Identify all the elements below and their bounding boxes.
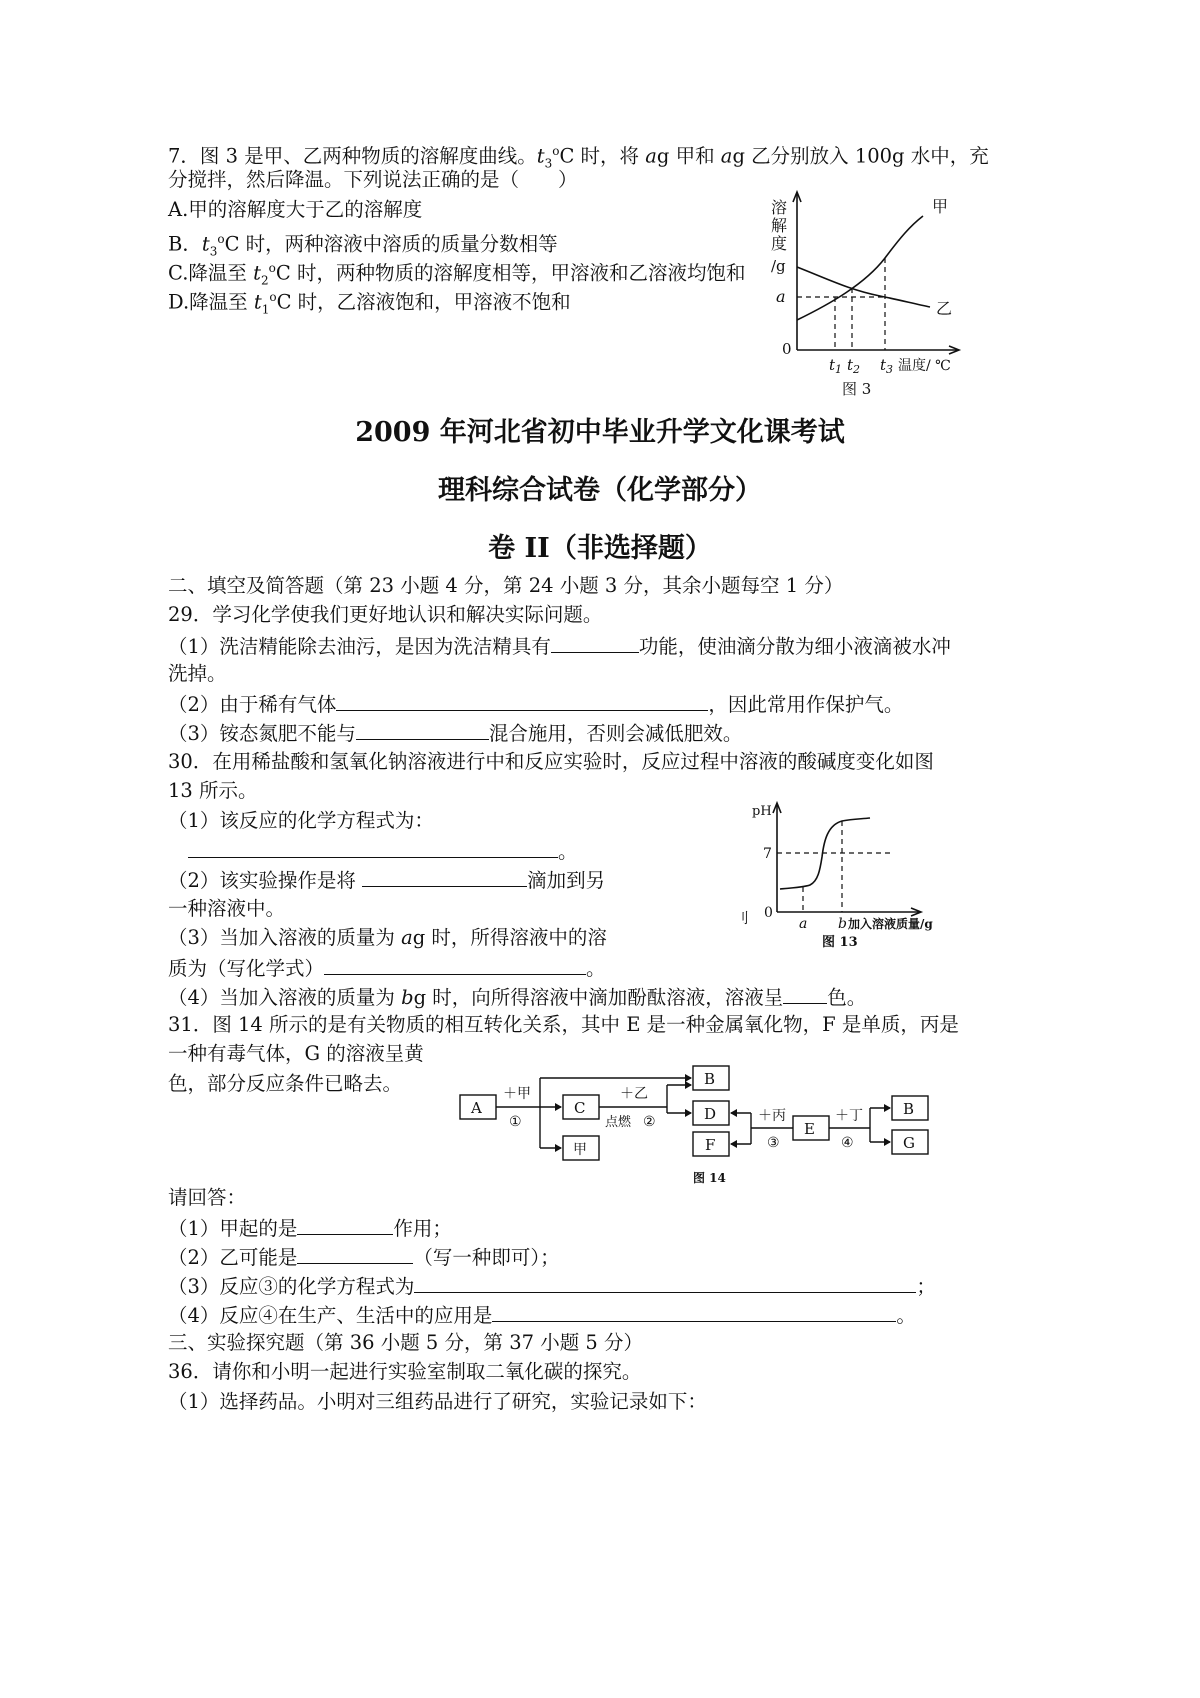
q29-part-2: （2）由于稀有气体 ，因此常用作保护气。: [168, 690, 903, 718]
reaction-3-number: ③: [767, 1135, 780, 1151]
reaction-3-label: ＋丙: [758, 1108, 786, 1124]
y-tick-7: 7: [763, 846, 772, 862]
y-label-char-3: 度: [771, 234, 788, 253]
q30-part-2: （2）该实验操作是将 滴加到另: [168, 866, 605, 894]
reaction-4-number: ④: [841, 1135, 854, 1151]
y-axis-label: pH: [752, 804, 772, 819]
q31-part-1: （1）甲起的是 作用；: [168, 1214, 452, 1242]
q31-part-2: （2）乙可能是 （写一种即可）；: [168, 1243, 560, 1271]
reaction-4-label: ＋丁: [835, 1108, 863, 1124]
figure-13-ph-chart: [730, 795, 960, 955]
answer-blank[interactable]: [414, 1272, 916, 1293]
q30-part-3-cont: 质为（写化学式） 。: [168, 954, 606, 982]
q29-part-1-cont: 洗掉。: [168, 662, 227, 685]
y-label-char-1: 溶: [771, 198, 788, 217]
box-jia-label: 甲: [573, 1142, 587, 1158]
q31-stem-line1: 31．图 14 所示的是有关物质的相互转化关系，其中 E 是一种金属氧化物，F 是单质，丙是: [168, 1013, 959, 1036]
q31-ask: 请回答：: [168, 1186, 247, 1209]
figure-13-caption: 图 13: [822, 935, 858, 950]
reaction-2-number: ②: [643, 1114, 656, 1130]
q30-part-4: （4）当加入溶液的质量为 bg 时，向所得溶液中滴加酚酞溶液，溶液呈 色。: [168, 983, 866, 1011]
q30-part-1-answer: 。: [188, 837, 578, 865]
q36-part-1: （1）选择药品。小明对三组药品进行了研究，实验记录如下：: [168, 1390, 707, 1413]
y-label-unit: /g: [771, 257, 786, 275]
exam-title: 2009 年河北省初中毕业升学文化课考试: [355, 417, 845, 448]
figure-3-caption: 图 3: [842, 380, 872, 398]
reaction-1-label: ＋甲: [503, 1086, 531, 1102]
box-f-label: F: [705, 1136, 716, 1154]
box-b-top-label: B: [704, 1070, 716, 1088]
answer-blank[interactable]: [324, 954, 586, 975]
q31-part-4: （4）反应④在生产、生活中的应用是 。: [168, 1301, 916, 1329]
q30-part-1: （1）该反应的化学方程式为：: [168, 809, 434, 832]
answer-blank[interactable]: [551, 632, 639, 653]
q29-part-3: （3）铵态氮肥不能与 混合施用，否则会减低肥效。: [168, 719, 742, 747]
q7-option-d: D.降温至 $t_1^oC$ 时，乙溶液饱和，甲溶液不饱和: [168, 290, 571, 317]
curve-jia: [797, 216, 923, 320]
q29-stem: 29．学习化学使我们更好地认识和解决实际问题。: [168, 603, 603, 626]
q29-part-1: （1）洗洁精能除去油污，是因为洗洁精具有 功能，使油滴分散为细小液滴被水冲: [168, 632, 951, 660]
answer-blank[interactable]: [297, 1214, 393, 1235]
answer-blank[interactable]: [297, 1243, 413, 1264]
y-tick-a: a: [776, 287, 786, 306]
reaction-2-label: ＋乙: [620, 1086, 648, 1102]
answer-blank[interactable]: [356, 719, 489, 740]
x-tick-t1: $t_1$: [829, 356, 843, 376]
box-c-label: C: [574, 1099, 586, 1117]
x-tick-t2: $t_2$: [847, 356, 861, 376]
curve-yi: [797, 267, 930, 307]
q31-stem-line3: 色，部分反应条件已略去。: [168, 1072, 403, 1095]
box-d-label: D: [704, 1105, 717, 1123]
q7-stem-line1: 7．图 3 是甲、乙两种物质的溶解度曲线。$t_3^oC$ 时，将 ag 甲和 ag 乙分别放入 100g 水中，充: [168, 144, 989, 171]
q30-stem-line2: 13 所示。: [168, 779, 258, 802]
paper-title: 理科综合试卷（化学部分）: [438, 475, 762, 506]
x-tick-t3: $t_3$: [880, 356, 894, 376]
box-a-label: A: [471, 1099, 482, 1117]
figure-14-conversion-diagram: [455, 1060, 955, 1190]
stray-mark: 刂: [735, 911, 749, 927]
section-title: 卷 II（非选择题）: [488, 533, 712, 564]
reaction-1-number: ①: [509, 1114, 522, 1130]
x-tick-b: b: [838, 916, 847, 932]
answer-blank[interactable]: [492, 1301, 896, 1322]
answer-blank[interactable]: [783, 983, 827, 1004]
section-3-heading: 三、实验探究题（第 36 小题 5 分，第 37 小题 5 分）: [168, 1331, 644, 1354]
box-b-right-label: B: [903, 1100, 915, 1118]
x-axis-label: 加入溶液质量/g: [848, 917, 933, 931]
x-axis-label: 温度/ ℃: [898, 358, 951, 374]
q7-option-c: C.降温至 $t_2^oC$ 时，两种物质的溶解度相等，甲溶液和乙溶液均饱和: [168, 261, 746, 288]
q7-stem-line2: 分搅拌，然后降温。下列说法正确的是（ ）: [168, 168, 578, 191]
origin-label: 0: [764, 905, 773, 921]
answer-blank[interactable]: [362, 866, 527, 887]
q36-stem: 36．请你和小明一起进行实验室制取二氧化碳的探究。: [168, 1360, 642, 1383]
figure-3-solubility-chart: [760, 180, 990, 410]
origin-label: 0: [782, 340, 792, 358]
series-label-yi: 乙: [936, 299, 953, 318]
answer-blank[interactable]: [188, 837, 558, 858]
q30-part-2-cont: 一种溶液中。: [168, 897, 286, 920]
q7-option-a: A.甲的溶解度大于乙的溶解度: [168, 198, 423, 221]
q30-stem-line1: 30．在用稀盐酸和氢氧化钠溶液进行中和反应实验时，反应过程中溶液的酸碱度变化如图: [168, 750, 934, 773]
answer-blank[interactable]: [336, 690, 708, 711]
q7-option-b: B．$t_3^oC$ 时，两种溶液中溶质的质量分数相等: [168, 232, 558, 259]
y-label-char-2: 解: [771, 216, 788, 235]
figure-14-caption: 图 14: [693, 1171, 726, 1185]
series-label-jia: 甲: [932, 197, 949, 216]
q31-stem-line2: 一种有毒气体，G 的溶液呈黄: [168, 1042, 424, 1065]
box-e-label: E: [804, 1120, 815, 1138]
q31-part-3: （3）反应③的化学方程式为 ；: [168, 1272, 936, 1300]
section-2-heading: 二、填空及简答题（第 23 小题 4 分，第 24 小题 3 分，其余小题每空 1 分）: [168, 574, 844, 597]
box-g-label: G: [903, 1134, 915, 1152]
reaction-2-condition: 点燃: [605, 1115, 632, 1130]
x-tick-a: a: [799, 916, 808, 932]
q30-part-3: （3）当加入溶液的质量为 ag 时，所得溶液中的溶: [168, 926, 607, 949]
